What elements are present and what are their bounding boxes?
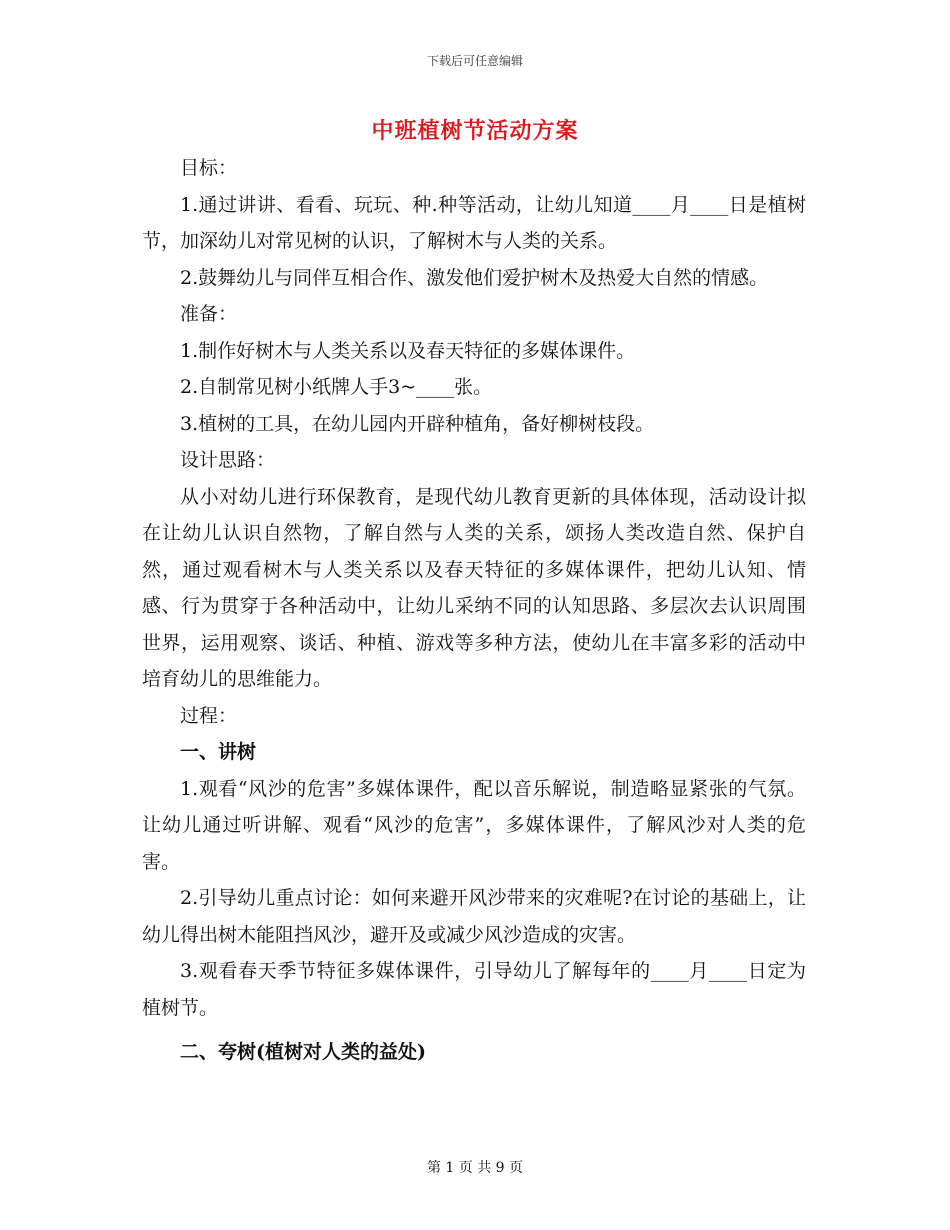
header-note: 下载后可任意编辑 [426,54,523,68]
section-label-design: 设计思路： [180,449,276,471]
process-heading-1: 一、讲树 [180,741,257,763]
document-body [142,150,806,1071]
section-label-goals: 目标： [180,157,238,179]
goal-item-1: 1.通过讲讲、看看、玩玩、种.种等活动，让幼儿知道____月____日是植树节，加深幼儿对常见树的认识，了解树木与人类的关系。 [142,193,806,252]
process-item-1: 1.观看“风沙的危害”多媒体课件，配以音乐解说，制造略显紧张的气氛。让幼儿通过听讲解、观看“风沙的危害”，多媒体课件，了解风沙对人类的危害。 [142,777,806,873]
document-title: 中班植树节活动方案 [371,118,579,144]
process-heading-2: 二、夸树(植树对人类的益处) [180,1041,426,1063]
process-item-3: 3.观看春天季节特征多媒体课件，引导幼儿了解每年的____月____日定为植树节。 [142,960,806,1019]
preparation-item-3: 3.植树的工具，在幼儿园内开辟种植角，备好柳树枝段。 [180,412,655,435]
preparation-item-2: 2.自制常见树小纸牌人手3~____张。 [180,376,493,398]
page-footer: 第 1 页 共 9 页 [426,1160,524,1176]
design-paragraph: 从小对幼儿进行环保教育，是现代幼儿教育更新的具体体现，活动设计拟在让幼儿认识自然物，了解自然与人类的关系，颂扬人类改造自然、保护自然，通过观看树木与人类关系以及春天特征的多媒体课件，把幼儿认知、情感、行为贯穿于各种活动中，让幼儿采纳不同的认知思路、多层次去认识周围世界，运用观察、谈话、种植、游戏等多种方法，使幼儿在丰富多彩的活动中培育幼儿的思维能力。 [142,485,806,690]
preparation-item-1: 1.制作好树木与人类关系以及春天特征的多媒体课件。 [180,339,636,362]
goal-item-2: 2.鼓舞幼儿与同伴互相合作、激发他们爱护树木及热爱大自然的情感。 [180,266,769,289]
section-label-preparation: 准备： [180,303,238,325]
process-item-2: 2.引导幼儿重点讨论：如何来避开风沙带来的灾难呢?在讨论的基础上，让幼儿得出树木能阻挡风沙，避开及或减少风沙造成的灾害。 [142,887,806,946]
section-label-process: 过程： [180,704,238,727]
